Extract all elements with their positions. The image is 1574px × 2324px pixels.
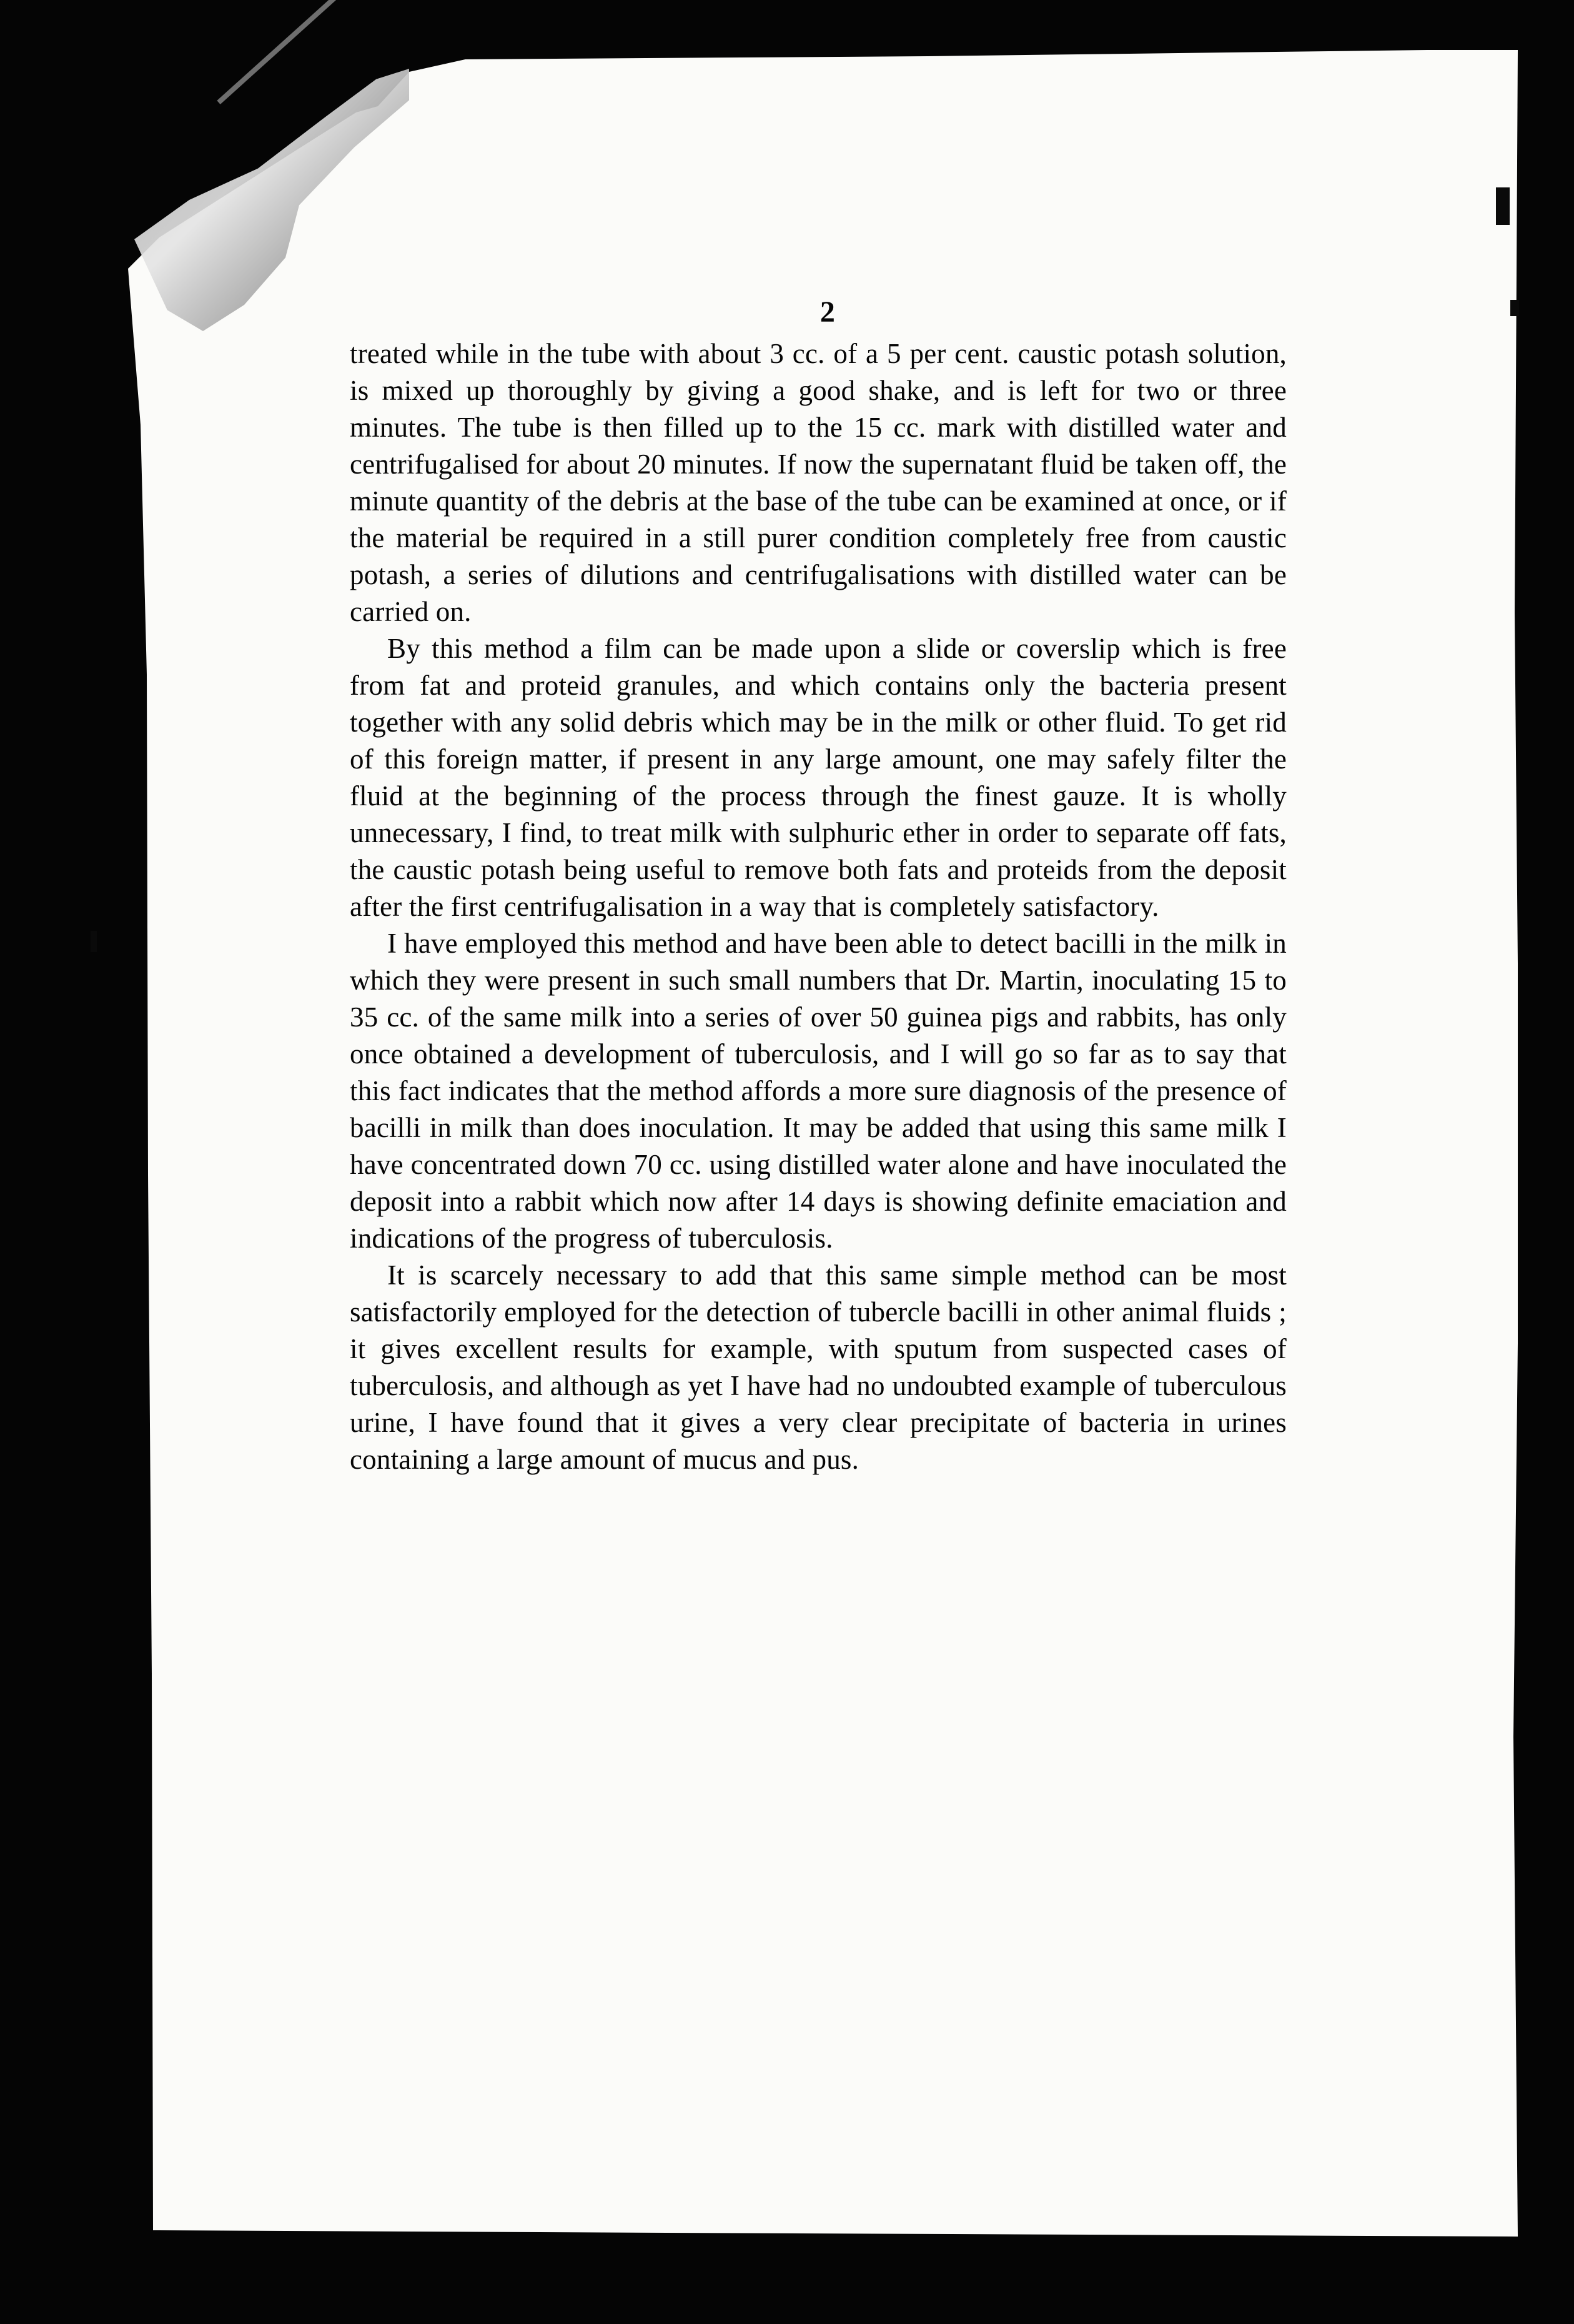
fold-crease [217, 0, 341, 104]
paragraph-3: I have employed this method and have been able to detect bacilli in the milk in which they were present in such small numbers that Dr. Martin, inoculating 15 to 35 cc. of the same milk into a series of over 50 guinea pigs and rabbits, has only once obtained a development of tuberculosis, and I will go so far as to say that this fact indicates that the method affords a more sure diagnosis of the presence of bacilli in milk than does inoculation. It may be added that using this same milk I have concentrated down 70 cc. using distilled water alone and have inoculated the deposit into a rabbit which now after 14 days is showing definite emaciation and indications of the progress of tuberculosis. [350, 928, 1287, 1254]
edge-mark [1510, 300, 1519, 316]
paragraph-2: By this method a film can be made upon a slide or coverslip which is free from fat and proteid granules, and which contains only the bacteria present together with any solid debris which may be in the milk or other fluid. To get rid of this foreign matter, if present in any large amount, one may safely filter the fluid at the beginning of the process through the finest gauze. It is wholly unnecessary, I find, to treat milk with sulphuric ether in order to separate off fats, the caustic potash being useful to remove both fats and proteids from the deposit after the first centrifugalisation in a way that is completely satisfactory. [350, 633, 1287, 922]
edge-mark [91, 931, 97, 952]
edge-mark [1496, 187, 1510, 225]
page-text [350, 294, 1287, 1478]
paragraph-4: It is scarcely necessary to add that this same simple method can be most satisfactorily employed for the detection of tubercle bacilli in other animal fluids ; it gives excellent results for example, with sputum from suspected cases of tuberculosis, and although as yet I have had no undoubted example of tuberculous urine, I have found that it gives a very clear precipitate of bacteria in urines containing a large amount of mucus and pus. [350, 1259, 1287, 1475]
page-number: 2 [819, 295, 836, 329]
paragraph-1: treated while in the tube with about 3 cc. of a 5 per cent. caustic potash solution, is mixed up thoroughly by giving a good shake, and is left for two or three minutes. The tube is then filled up to the 15 cc. mark with distilled water and centrifugalised for about 20 minutes. If now the supernatant fluid be taken off, the minute quantity of the debris at the base of the tube can be examined at once, or if the material be required in a still purer condition completely free from caustic potash, a series of dilutions and centrifugalisations with distilled water can be carried on. [350, 338, 1287, 627]
